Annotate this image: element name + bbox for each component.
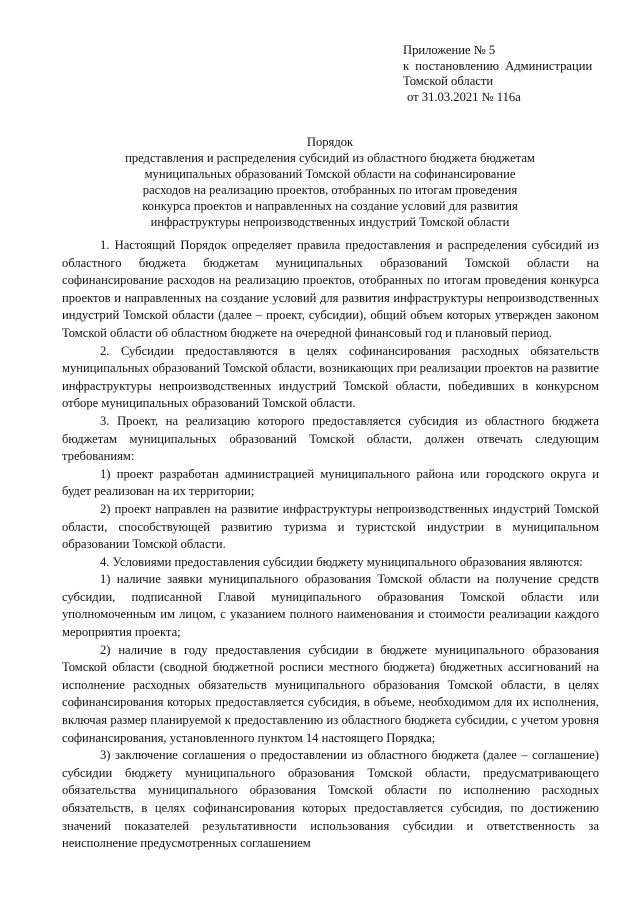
- title-line: представления и распределения субсидий из областного бюджета бюджетам: [125, 150, 535, 165]
- document-title: [60, 135, 600, 230]
- appendix-block: [403, 43, 623, 105]
- paragraph-4: 4. Условиями предоставления субсидии бюджету муниципального образования являются:: [100, 554, 583, 569]
- appendix-line: Приложение № 5: [403, 43, 496, 57]
- paragraph-3-item-1: 1) проект разработан администрацией муниципального района или городского округа и будет реализован на их территории;: [62, 466, 599, 499]
- paragraph-4-item-3: 3) заключение соглашения о предоставлении из областного бюджета (далее – соглашение) субсидии бюджету муниципального образования Томской области, предусматривающего обязательства муниципального образования Томской области по исполнению расходных обязательств, в целях софинансирования которых предоставляется субсидия, по достижению значений показателей результативности использования субсидии и ответственность за неисполнение предусмотренных соглашением: [62, 748, 599, 851]
- paragraph-4-item-1: 1) наличие заявки муниципального образования Томской области на получение средств субсидии, подписанной Главой муниципального образования Томской области или уполномоченным им лицом, с указанием полного наименования и стоимости реализации каждого мероприятия проекта;: [62, 572, 599, 640]
- title-line: инфраструктуры непроизводственных индустрий Томской области: [150, 214, 510, 229]
- appendix-line: Томской области: [403, 74, 494, 89]
- paragraph-3: 3. Проект, на реализацию которого предоставляется субсидия из областного бюджета бюджетам муниципальных образований Томской области, должен отвечать следующим требованиям:: [62, 413, 599, 464]
- title-line: конкурса проектов и направленных на создание условий для развития: [142, 198, 518, 213]
- paragraph-2: 2. Субсидии предоставляются в целях софинансирования расходных обязательств муниципальных образований Томской области, возникающих при реализации проектов на развитие инфраструктуры непроизводственных индустрий Томской области, победивших в конкурсном отборе муниципальных образований Томской области.: [62, 343, 599, 411]
- appendix-line: к постановлению Администрации: [403, 58, 593, 73]
- title-line: муниципальных образований Томской области на софинансирование: [144, 166, 516, 181]
- title-line: расходов на реализацию проектов, отобранных по итогам проведения: [142, 182, 518, 197]
- appendix-line: от 31.03.2021 № 116а: [407, 89, 521, 104]
- title-heading: Порядок: [306, 135, 354, 149]
- document-body: [62, 237, 599, 853]
- paragraph-1: 1. Настоящий Порядок определяет правила предоставления и распределения субсидий из областного бюджета бюджетам муниципальных образований Томской области на софинансирование расходов на реализацию проектов, отобранных по итогам проведения конкурса проектов и направленных на создание условий для развития инфраструктуры непроизводственных индустрий Томской области (далее – проект, субсидии), общий объем которых утвержден законом Томской области об областном бюджете на очередной финансовый год и плановый период.: [62, 238, 599, 340]
- paragraph-3-item-2: 2) проект направлен на развитие инфраструктуры непроизводственных индустрий Томской области, способствующей развитию туризма и туристской индустрии в муниципальном образовании Томской области.: [62, 501, 599, 552]
- paragraph-4-item-2: 2) наличие в году предоставления субсидии в бюджете муниципального образования Томской области (сводной бюджетной росписи местного бюджета) бюджетных ассигнований на исполнение расходных обязательств муниципального образования Томской области, в целях софинансирования которых предоставляется субсидия, в объеме, необходимом для их исполнения, включая размер планируемой к предоставлению из областного бюджета субсидии, с учетом уровня софинансирования, установленного пунктом 14 настоящего Порядка;: [62, 642, 599, 745]
